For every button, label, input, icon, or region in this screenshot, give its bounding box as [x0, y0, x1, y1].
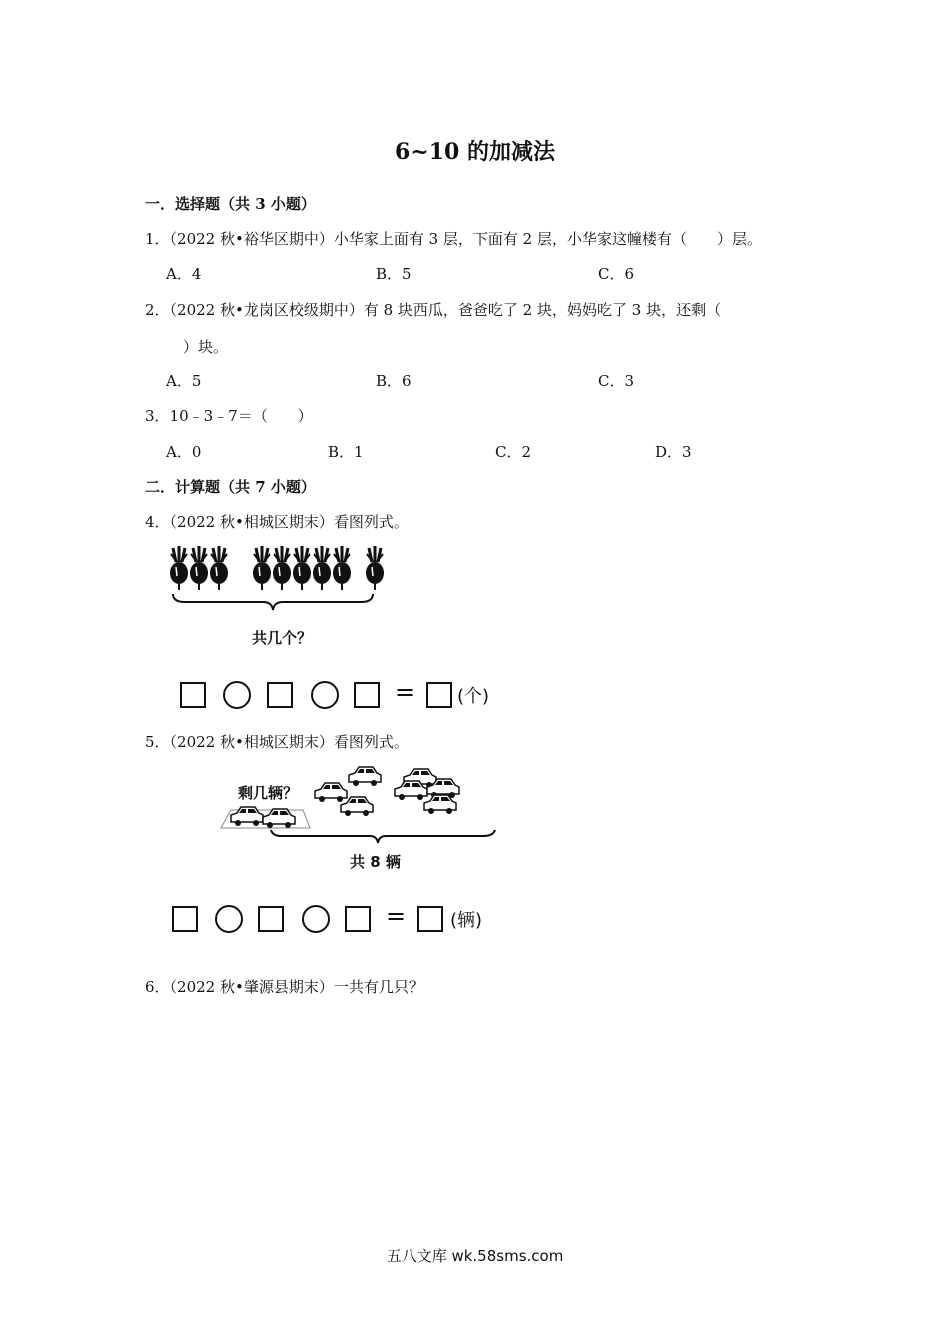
- q3-option-c: C．2: [495, 443, 532, 461]
- question-6: 6．（2022 秋•肇源县期末）一共有几只？: [145, 978, 424, 996]
- q2-option-a: A．5: [166, 372, 202, 390]
- answer-box[interactable]: [345, 906, 371, 932]
- q1-option-c: C．6: [598, 265, 635, 283]
- q2-option-c: C．3: [598, 372, 635, 390]
- question-5: 5．（2022 秋•相城区期末）看图列式。: [145, 733, 409, 751]
- answer-box[interactable]: [354, 682, 380, 708]
- q1-option-b: B．5: [376, 265, 412, 283]
- answer-box[interactable]: [417, 906, 443, 932]
- answer-box[interactable]: [258, 906, 284, 932]
- question-2-line1: 2．（2022 秋•龙岗区校级期中）有 8 块西瓜，爸爸吃了 2 块，妈妈吃了 3 块，还剩（: [145, 301, 722, 319]
- q5-remaining-label: 剩几辆？: [238, 784, 299, 802]
- q1-option-a: A．4: [166, 265, 202, 283]
- answer-box[interactable]: [267, 682, 293, 708]
- q4-figure-label: 共几个？: [252, 629, 313, 647]
- q3-option-b: B．1: [328, 443, 364, 461]
- section-heading-choice: 一．选择题（共 3 小题）: [145, 195, 316, 213]
- page-title: 6~10 的加减法: [394, 139, 556, 165]
- operator-circle[interactable]: [215, 905, 243, 933]
- equals-sign: =: [395, 678, 416, 706]
- q5-figure: [215, 760, 500, 850]
- operator-circle[interactable]: [302, 905, 330, 933]
- q5-answer-equation: [160, 900, 500, 940]
- question-3: 3．10﹣3﹣7＝（ ）: [145, 407, 313, 425]
- footer-source: 五八文库 wk.58sms.com: [386, 1247, 564, 1265]
- section-heading-calc: 二．计算题（共 7 小题）: [145, 478, 316, 496]
- q4-answer-equation: [165, 676, 505, 716]
- answer-box[interactable]: [180, 682, 206, 708]
- q3-option-a: A．0: [166, 443, 202, 461]
- answer-box[interactable]: [172, 906, 198, 932]
- q5-total-label: 共 8 辆: [350, 853, 401, 871]
- unit-label: (个): [457, 686, 490, 707]
- question-1: 1．（2022 秋•裕华区期中）小华家上面有 3 层，下面有 2 层，小华家这幢楼有（ ）层。: [145, 230, 762, 248]
- operator-circle[interactable]: [311, 681, 339, 709]
- q3-option-d: D．3: [655, 443, 692, 461]
- operator-circle[interactable]: [223, 681, 251, 709]
- cars-illustration: [215, 760, 500, 850]
- answer-box[interactable]: [426, 682, 452, 708]
- question-4: 4．（2022 秋•相城区期末）看图列式。: [145, 513, 409, 531]
- unit-label: (辆): [450, 910, 483, 931]
- question-2-line2: ）块。: [183, 338, 229, 356]
- q2-option-b: B．6: [376, 372, 412, 390]
- equals-sign: =: [386, 902, 407, 930]
